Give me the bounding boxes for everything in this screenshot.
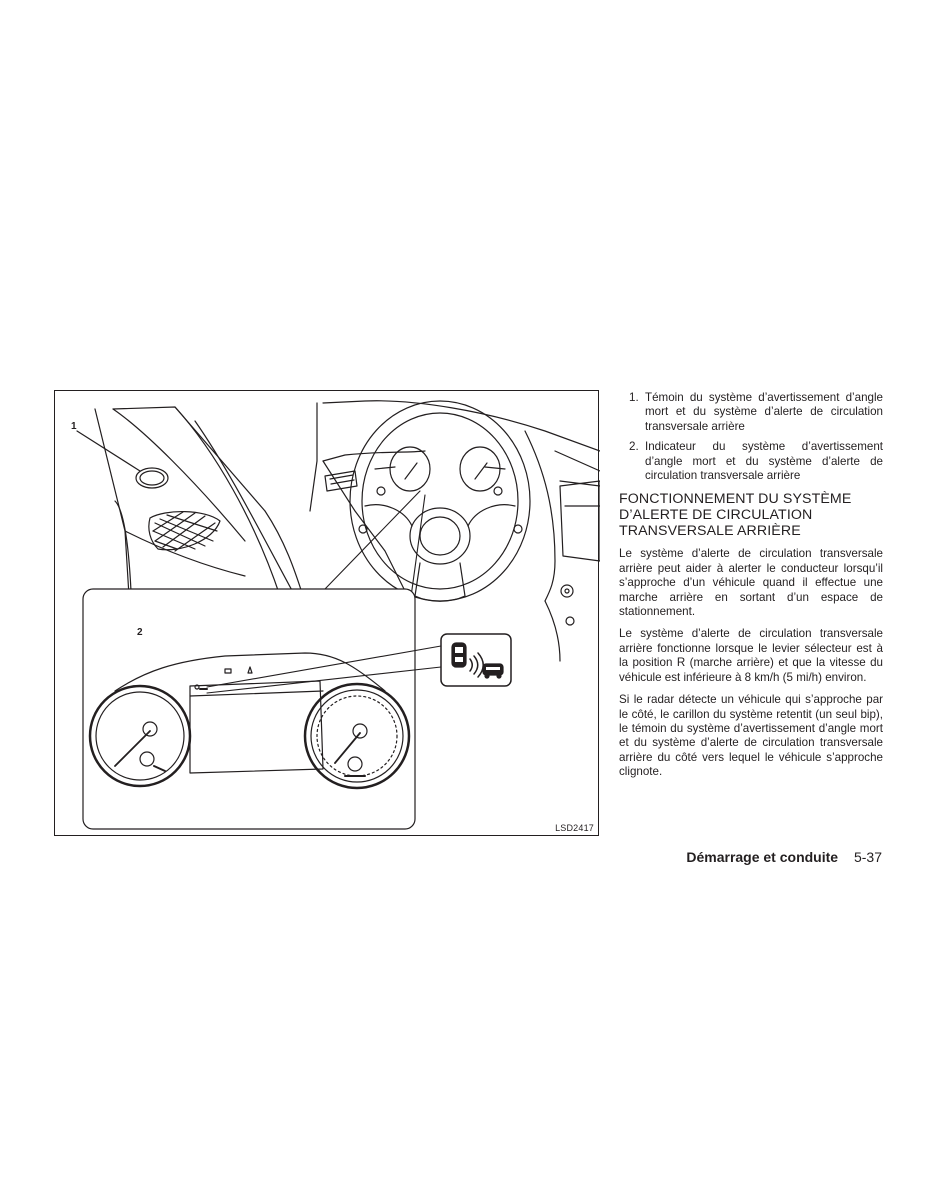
page-number: 5-37	[853, 849, 882, 865]
callout-2-label: 2	[137, 627, 143, 638]
legend-item-number: 2.	[629, 440, 639, 454]
zoom-leader-lines	[325, 491, 425, 604]
section-heading: FONCTIONNEMENT DU SYSTÈME D’ALERTE DE CIRCULATION TRANSVERSALE ARRIÈRE	[619, 491, 852, 540]
text-column	[619, 391, 883, 788]
body-paragraph: Le système d’alerte de circulation transversale arrière fonctionne lorsque le levier sélecteur est à la position R (marche arrière) et que la vitesse du véhicule est inférieure à 8 km/h (5 mi/h) environ.	[619, 627, 883, 684]
console-drawing	[560, 481, 600, 625]
callout-1-label: 1	[71, 421, 77, 432]
legend-item	[619, 440, 883, 483]
a-pillar-drawing	[95, 407, 303, 596]
body-paragraph: Si le radar détecte un véhicule qui s’approche par le côté, le carillon du système retentit (un seul bip), le témoin du système d’avertissement d’angle mort et du système d’alerte de circulation transversale arrière du côté vers lequel le véhicule s’approche clignote.	[619, 693, 883, 779]
body-paragraph: Le système d’alerte de circulation transversale arrière peut aider à alerter le conducteur lorsqu’il s’approche d’un véhicule quand il effectue une marche arrière en sortant d’un espace de stationnement.	[619, 547, 883, 619]
blind-spot-rcta-icon	[441, 634, 511, 686]
legend-item-number: 1.	[629, 391, 639, 404]
steering-wheel-drawing	[350, 401, 530, 601]
dashboard-illustration	[55, 391, 600, 837]
legend-item-text: Indicateur du système d’avertissement d’angle mort et du système d’alerte de circulation transversale arrière	[645, 440, 883, 483]
callout-legend	[619, 391, 883, 483]
speaker-grille	[149, 512, 220, 551]
page-footer	[686, 849, 882, 865]
legend-item	[619, 391, 883, 434]
cluster-inset	[83, 589, 415, 829]
figure-code: LSD2417	[555, 823, 594, 833]
footer-section-title: Démarrage et conduite	[686, 849, 839, 865]
legend-item-text: Témoin du système d’avertissement d’angle mort et du système d’alerte de circulation transversale arrière	[645, 391, 883, 433]
illustration-figure	[54, 390, 599, 836]
